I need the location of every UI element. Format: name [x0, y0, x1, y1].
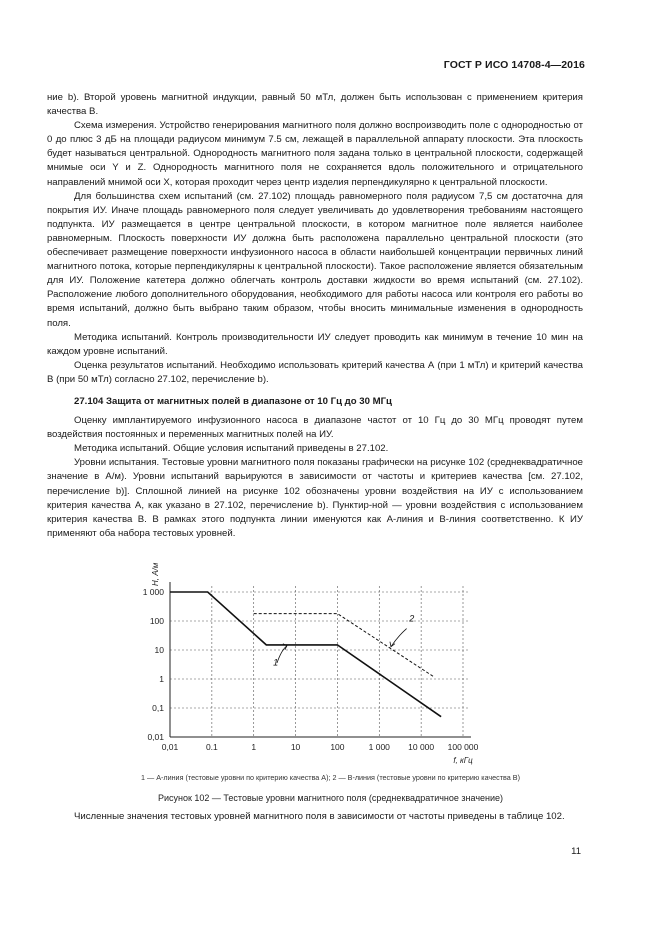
main-text	[47, 91, 583, 541]
paragraph: Оценка результатов испытаний. Необходимо использовать критерий качества А (при 1 мТл) и критерий качества В (при 50 мТл) согласно 27.102, перечисление b).	[47, 359, 583, 385]
x-tick-label: 0,01	[161, 742, 179, 752]
y-tick-label: 100	[149, 616, 164, 626]
series-label-2-leader	[391, 629, 407, 647]
figure-legend: 1 — А-линия (тестовые уровни по критерию качества А); 2 — В-линия (тестовые уровни по критерию качества В)	[141, 773, 520, 782]
closing-paragraph: Численные значения тестовых уровней магнитного поля в зависимости от частоты приведены в таблице 102.	[74, 811, 565, 822]
x-tick-label: 10 000	[408, 742, 435, 752]
y-tick-label: 0,1	[152, 703, 164, 713]
y-tick-label: 10	[154, 645, 164, 655]
figure-caption: Рисунок 102 — Тестовые уровни магнитного поля (среднеквадратичное значение)	[157, 793, 504, 803]
paragraph: Методика испытаний. Контроль производительности ИУ следует проводить как минимум в течение 10 мин на каждом уровне испытаний.	[47, 331, 583, 357]
paragraph: Для большинства схем испытаний (см. 27.102) площадь равномерного поля радиусом 7,5 см достаточна для покрытия ИУ. Иначе площадь равномерного поля следует увеличивать до удовлетворения требованиям настоящего подпункта. ИУ размещается в центре центральной плоскости, в котором магнитное поле является наиболее равномерным. Плоскость поверхности ИУ должна быть расположена параллельно центральной плоскости (это обеспечивает размещение поверхности инфузионного насоса в области наибольшей концентрации первичных линий магнитного потока, которые перпендикулярны к центральной плоскости). Такое расположение является обязательным для ИУ. Положение катетера должно облегчать контроль доставки жидкости во время испытаний (см. 27.102). Расположение любого дополнительного оборудования, необходимого для работы насоса или контроля его работы во время испытаний, должно быть выбрано таким образом, чтобы вносить минимальные изменения в однородность поля.	[47, 190, 583, 329]
x-tick-label: 1	[251, 742, 257, 752]
x-tick-label: 10	[290, 742, 301, 752]
paragraph: Оценку имплантируемого инфузионного насоса в диапазоне частот от 10 Гц до 30 МГц проводят путем воздействия постоянных и переменных магнитных полей на ИУ.	[47, 415, 583, 441]
x-axis-label: f, кГц	[453, 756, 473, 765]
document-header: ГОСТ Р ИСО 14708-4—2016	[443, 59, 585, 71]
y-axis-label: H, А/м	[151, 562, 160, 586]
series-line-1	[170, 592, 441, 717]
section-title: 27.104 Защита от магнитных полей в диапазоне от 10 Гц до 30 МГц	[74, 395, 392, 407]
x-tick-label: 0.1	[205, 742, 218, 752]
x-tick-label: 100	[330, 742, 345, 752]
y-tick-label: 0,01	[147, 732, 164, 742]
figure-chart	[120, 563, 490, 773]
y-tick-label: 1 000	[142, 587, 164, 597]
y-tick-label: 1	[159, 674, 164, 684]
paragraph: ние b). Второй уровень магнитной индукции, равный 50 мТл, должен быть использован с применением критерия качества В.	[47, 92, 583, 118]
page-number: 11	[571, 846, 581, 857]
x-tick-label: 100 000	[447, 742, 479, 752]
paragraph: Методика испытаний. Общие условия испытаний приведены в 27.102.	[74, 443, 389, 455]
series-label-1: 1	[273, 657, 279, 668]
series-label-2: 2	[409, 613, 415, 624]
x-tick-label: 1 000	[368, 742, 390, 752]
magnetic-field-chart	[120, 563, 490, 773]
paragraph: Уровни испытания. Тестовые уровни магнитного поля показаны графически на рисунке 102 (среднеквадратичное значение в А/м). Уровни испытаний варьируются в зависимости от частоты и критериев качества [см. 27.102, перечисление b)]. Сплошной линией на рисунке 102 обозначены уровни воздействия на ИУ с использованием критерия качества А, как указано в 27.102, перечисление b). Пунктир-ной — уровни воздействия с использованием критерия качества В. В рамках этого подпункта линии именуются как А-линия и В-линия соответственно. К ИУ применяют оба набора тестовых уровней.	[47, 457, 583, 539]
paragraph: Схема измерения. Устройство генерирования магнитного поля должно воспроизводить поле с однородностью от 0 до плюс 3 дБ на площади радиусом минимум 7.5 см, лежащей в параллельной аппарату плоскости. Эта плоскость будет называться центральной. Однородность магнитного поля задана только в центральной плоскости, содержащей мнимые оси Y и Z. Однородность магнитного поля не сохраняется вдоль положительного и отрицательного направлений мнимой оси X, которая проходит через центр изделия перпендикулярно к центральной плоскости.	[47, 120, 583, 188]
